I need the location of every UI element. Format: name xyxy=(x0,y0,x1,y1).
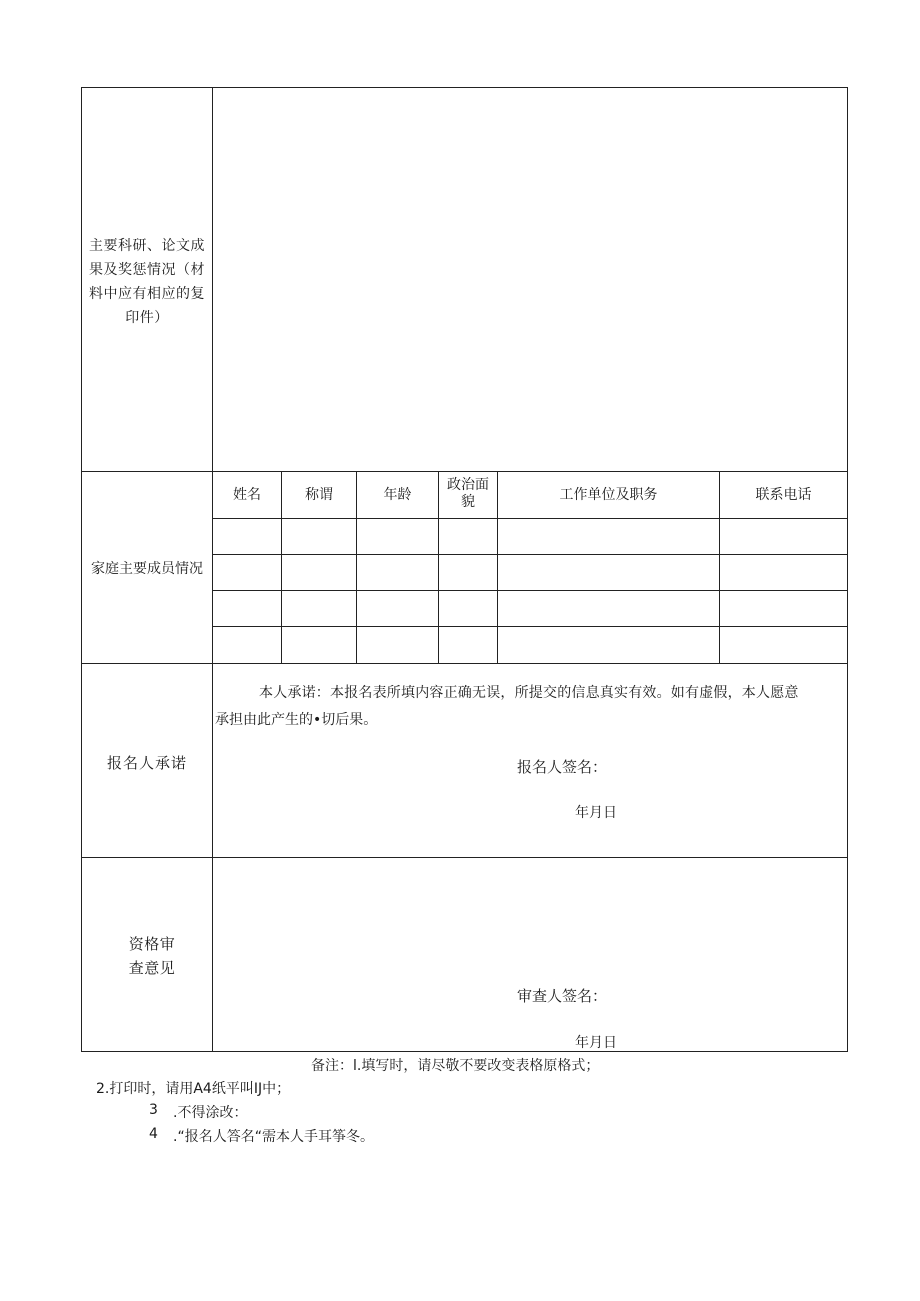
family-col-header-political-status: 政治面貌 xyxy=(447,477,489,510)
note-4-number: 4 xyxy=(149,1126,158,1142)
note-3-text: .不得涂改： xyxy=(173,1105,248,1121)
row-divider-family xyxy=(81,471,848,472)
table-row[interactable] xyxy=(213,627,847,663)
research-section-label: 主要科研、论文成果及奖惩情况（材料中应有相应的复印件） xyxy=(89,238,205,326)
note-4-text: .“报名人答名“需本人手耳筝冬。 xyxy=(173,1129,374,1145)
review-date-label: 年月日 xyxy=(575,1035,617,1051)
table-row[interactable] xyxy=(213,519,847,554)
pledge-text-line2: 承担由此产生的•切后果。 xyxy=(215,712,378,728)
pledge-signature-label: 报名人签名： xyxy=(517,758,608,776)
row-divider-pledge xyxy=(81,663,848,664)
family-col-header-name: 姓名 xyxy=(233,487,261,503)
family-col-header-phone: 联系电话 xyxy=(755,487,812,503)
research-content-cell[interactable] xyxy=(213,88,847,471)
family-col-header-relation: 称谓 xyxy=(305,487,333,503)
row-divider-review xyxy=(81,857,848,858)
table-row[interactable] xyxy=(213,591,847,626)
pledge-text-line1: 本人承诺：本报名表所填内容正确无误，所提交的信息真实有效。如有虚假，本人愿意 xyxy=(259,685,799,701)
review-section-label-line2: 查意见 xyxy=(128,959,176,977)
review-section-label-line1: 资格审 xyxy=(128,935,176,953)
family-col-header-age: 年龄 xyxy=(383,487,412,503)
note-3-number: 3 xyxy=(149,1102,158,1118)
table-border-bottom xyxy=(81,1051,848,1052)
family-section-label: 家庭主要成员情况 xyxy=(91,561,203,577)
review-signature-label: 审查人签名： xyxy=(517,987,608,1005)
pledge-section-label: 报名人承诺 xyxy=(106,754,187,772)
family-col-header-employer-title: 工作单位及职务 xyxy=(559,487,658,503)
table-row[interactable] xyxy=(213,555,847,590)
table-border-right xyxy=(847,87,848,1052)
pledge-date-label: 年月日 xyxy=(575,805,617,821)
note-1: 备注：l.填写时，请尽敬不要改变表格原格式； xyxy=(311,1058,600,1074)
note-2: 2.打印时，请用A4纸平叫IJ中； xyxy=(96,1081,291,1097)
